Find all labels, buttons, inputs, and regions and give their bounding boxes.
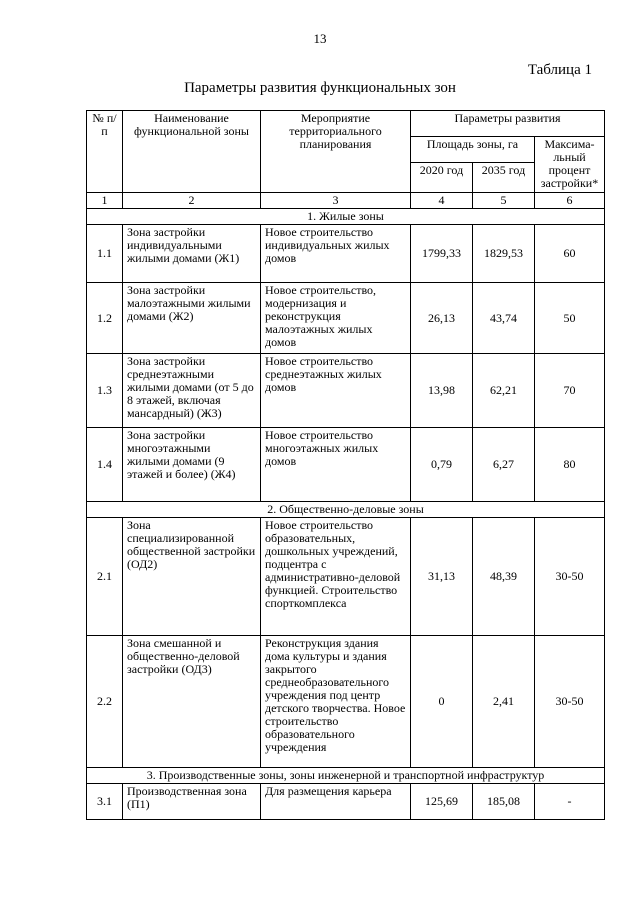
zone-name: Зона специализированной общественной застройки (ОД2) <box>123 518 261 636</box>
column-number: 3 <box>261 193 411 209</box>
row-number: 1.1 <box>87 225 123 283</box>
row-number: 1.2 <box>87 283 123 354</box>
area-2020: 125,69 <box>411 784 473 820</box>
row-number: 3.1 <box>87 784 123 820</box>
column-number: 1 <box>87 193 123 209</box>
max-percent: 80 <box>535 428 605 502</box>
column-number: 2 <box>123 193 261 209</box>
row-number: 2.1 <box>87 518 123 636</box>
measure: Новое строительство, модернизация и реконструкция малоэтажных жилых домов <box>261 283 411 354</box>
area-2035: 185,08 <box>473 784 535 820</box>
area-2020: 31,13 <box>411 518 473 636</box>
measure: Новое строительство среднеэтажных жилых домов <box>261 354 411 428</box>
row-number: 1.3 <box>87 354 123 428</box>
section-title: 2. Общественно-деловые зоны <box>87 502 605 518</box>
header-num: № п/п <box>87 111 123 193</box>
zone-name: Зона застройки индивидуальными жилыми домами (Ж1) <box>123 225 261 283</box>
table-title: Параметры развития функциональных зон <box>184 80 456 96</box>
zone-name: Зона застройки многоэтажными жилыми домами (9 этажей и более) (Ж4) <box>123 428 261 502</box>
table-row <box>87 636 605 768</box>
max-percent: 70 <box>535 354 605 428</box>
header-zone-name: Наименование функциональной зоны <box>123 111 261 193</box>
zone-name: Производственная зона (П1) <box>123 784 261 820</box>
table-row <box>87 518 605 636</box>
table-row <box>87 784 605 820</box>
max-percent: 60 <box>535 225 605 283</box>
column-number: 6 <box>535 193 605 209</box>
area-2035: 1829,53 <box>473 225 535 283</box>
section-title: 1. Жилые зоны <box>87 209 605 225</box>
header-measure: Мероприятие территориального планирования <box>261 111 411 193</box>
area-2020: 1799,33 <box>411 225 473 283</box>
header-area: Площадь зоны, га <box>411 137 535 163</box>
area-2035: 43,74 <box>473 283 535 354</box>
measure: Для размещения карьера <box>261 784 411 820</box>
header-params: Параметры развития <box>411 111 605 137</box>
measure: Новое строительство индивидуальных жилых домов <box>261 225 411 283</box>
row-number: 1.4 <box>87 428 123 502</box>
header-max-percent: Максима-льный процент застройки* <box>535 137 605 193</box>
area-2020: 0 <box>411 636 473 768</box>
max-percent: 30-50 <box>535 518 605 636</box>
area-2035: 2,41 <box>473 636 535 768</box>
measure: Реконструкция здания дома культуры и здания закрытого среднеобразовательного учреждения под центр детского творчества. Новое строительство образовательного учреждения <box>261 636 411 768</box>
header-year-2035: 2035 год <box>473 163 535 193</box>
table-row <box>87 354 605 428</box>
page-number: 13 <box>313 31 327 46</box>
table-label: Таблица 1 <box>527 62 592 78</box>
area-2035: 62,21 <box>473 354 535 428</box>
measure: Новое строительство многоэтажных жилых домов <box>261 428 411 502</box>
zone-name: Зона смешанной и общественно-деловой застройки (ОД3) <box>123 636 261 768</box>
max-percent: - <box>535 784 605 820</box>
column-number: 4 <box>411 193 473 209</box>
row-number: 2.2 <box>87 636 123 768</box>
parameters-table <box>86 110 605 820</box>
area-2020: 26,13 <box>411 283 473 354</box>
table-row <box>87 283 605 354</box>
area-2035: 6,27 <box>473 428 535 502</box>
max-percent: 30-50 <box>535 636 605 768</box>
area-2020: 0,79 <box>411 428 473 502</box>
header-year-2020: 2020 год <box>411 163 473 193</box>
zone-name: Зона застройки среднеэтажными жилыми домами (от 5 до 8 этажей, включая мансардный) (Ж3) <box>123 354 261 428</box>
area-2035: 48,39 <box>473 518 535 636</box>
table-row <box>87 428 605 502</box>
section-title: 3. Производственные зоны, зоны инженерной и транспортной инфраструктур <box>87 768 605 784</box>
column-number: 5 <box>473 193 535 209</box>
zone-name: Зона застройки малоэтажными жилыми домами (Ж2) <box>123 283 261 354</box>
measure: Новое строительство образовательных, дошкольных учреждений, подцентра с административно-деловой функцией. Строительство спорткомплекса <box>261 518 411 636</box>
area-2020: 13,98 <box>411 354 473 428</box>
max-percent: 50 <box>535 283 605 354</box>
table-row <box>87 225 605 283</box>
